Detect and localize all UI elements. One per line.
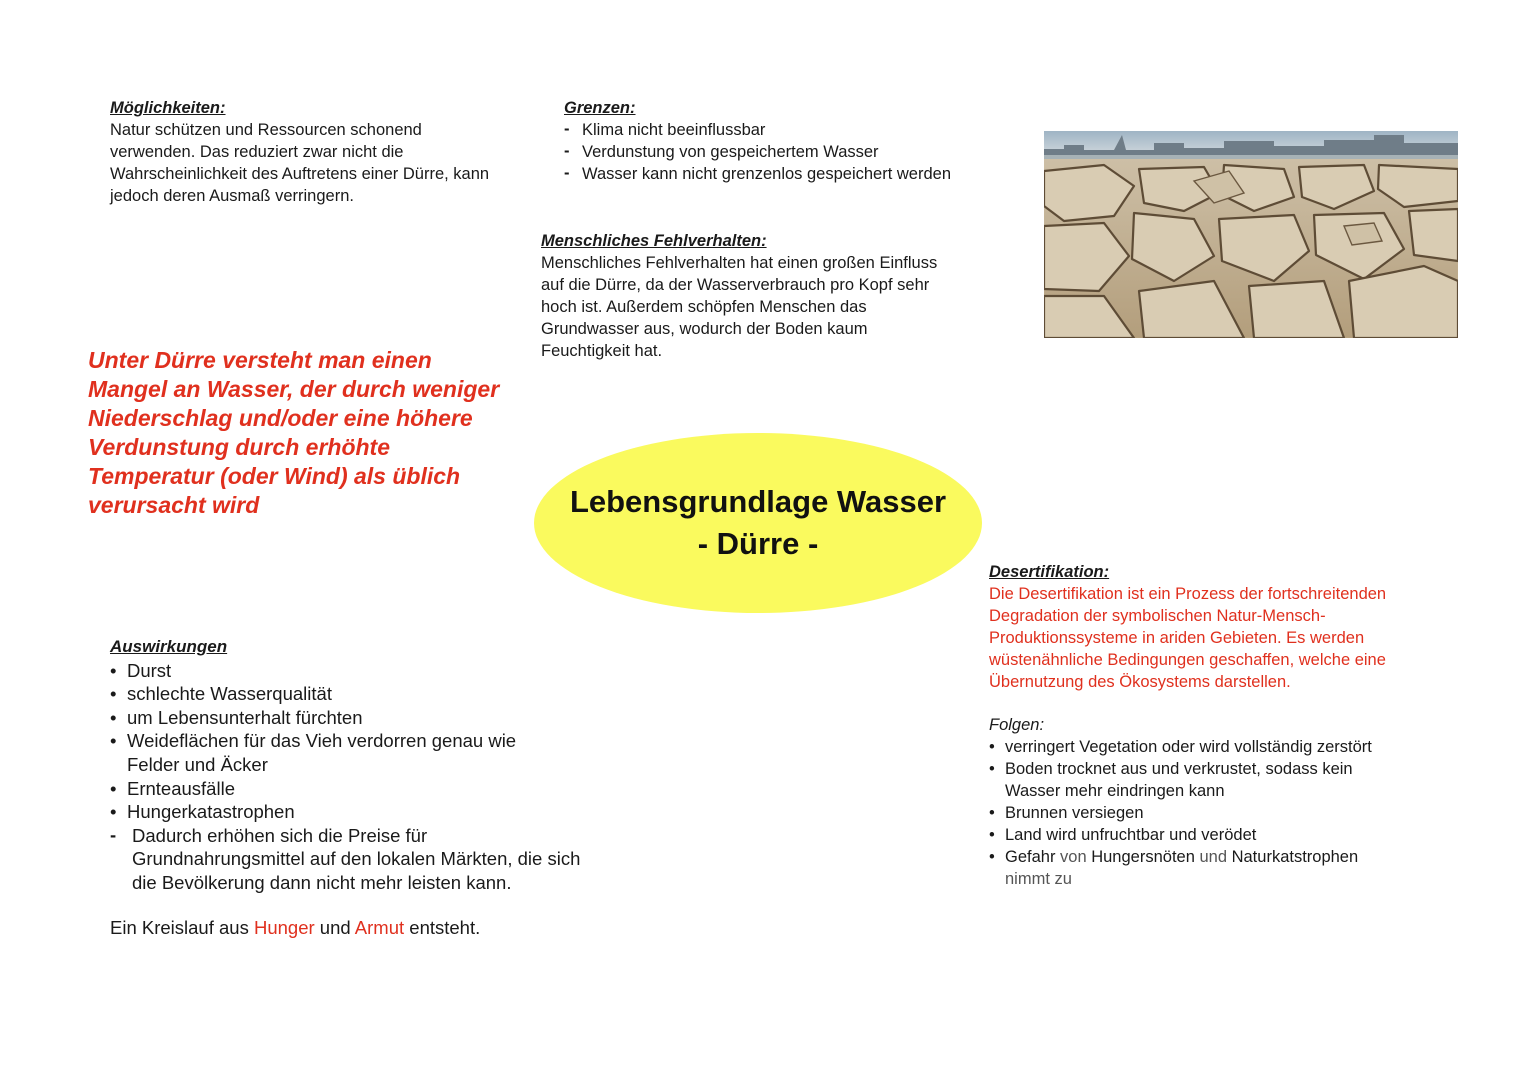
folgen-text: Naturkatstrophen bbox=[1231, 848, 1359, 866]
folgen-item: • verringert Vegetation oder wird vollständig zerstört bbox=[989, 736, 1449, 758]
definition-line: verursacht wird bbox=[88, 492, 260, 518]
fehlverhalten-line: Menschliches Fehlverhalten hat einen großen Einfluss bbox=[541, 254, 938, 272]
auswirkungen-item: • schlechte Wasserqualität bbox=[110, 682, 610, 706]
desertifikation-section bbox=[989, 561, 1449, 890]
folgen-text: Gefahr bbox=[1005, 848, 1061, 866]
auswirkungen-consequence: - Dadurch erhöhen sich die Preise für Grundnahrungsmittel auf den lokalen Märkten, die sich die Bevölkerung dann nicht mehr leisten kann. bbox=[110, 824, 587, 895]
folgen-item: • Land wird unfruchtbar und verödet bbox=[989, 824, 1449, 846]
folgen-text: Hungersnöten bbox=[1091, 848, 1200, 866]
folgen-text: von bbox=[1060, 848, 1092, 866]
grenzen-item: - Wasser kann nicht grenzenlos gespeichert werden bbox=[564, 163, 1004, 185]
kreislauf-text: Ein Kreislauf aus bbox=[110, 917, 254, 938]
auswirkungen-item: • Hungerkatastrophen bbox=[110, 800, 610, 824]
moeglichkeiten-section bbox=[110, 97, 540, 207]
moeglichkeiten-line: jedoch deren Ausmaß verringern. bbox=[110, 187, 354, 205]
definition-line: Unter Dürre versteht man einen bbox=[88, 347, 432, 373]
grenzen-item: - Klima nicht beeinflussbar bbox=[564, 119, 1004, 141]
kreislauf-text: entsteht. bbox=[404, 917, 481, 938]
auswirkungen-section bbox=[110, 635, 610, 895]
definition-line: Verdunstung durch erhöhte bbox=[88, 434, 390, 460]
fehlverhalten-line: Feuchtigkeit hat. bbox=[541, 342, 663, 360]
central-topic-ellipse bbox=[534, 433, 982, 613]
moeglichkeiten-line: verwenden. Das reduziert zwar nicht die bbox=[110, 143, 404, 161]
kreislauf-armut: Armut bbox=[354, 917, 405, 938]
folgen-item bbox=[989, 846, 1449, 890]
folgen-item: • Brunnen versiegen bbox=[989, 802, 1449, 824]
desertifikation-definition: Die Desertifikation ist ein Prozess der fortschreitenden Degradation der symbolischen Natur-Mensch-Produktionssysteme in ariden Gebieten. Es werden wüstenähnliche Bedingungen geschaffen, welche eine Übernutzung des Ökosystems darstellen. bbox=[989, 585, 1387, 691]
central-subtitle: - Dürre - bbox=[697, 526, 819, 561]
grenzen-heading: Grenzen: bbox=[564, 99, 636, 117]
grenzen-section bbox=[564, 97, 1004, 185]
desertifikation-heading: Desertifikation: bbox=[989, 563, 1110, 581]
moeglichkeiten-line: Natur schützen und Ressourcen schonend bbox=[110, 121, 422, 139]
folgen-text: und bbox=[1199, 848, 1232, 866]
auswirkungen-item: • Durst bbox=[110, 659, 610, 683]
grenzen-list bbox=[564, 119, 1004, 185]
moeglichkeiten-heading: Möglichkeiten: bbox=[110, 99, 226, 117]
folgen-list bbox=[989, 736, 1449, 890]
kreislauf-hunger: Hunger bbox=[253, 917, 315, 938]
fehlverhalten-section bbox=[541, 230, 991, 362]
fehlverhalten-line: hoch ist. Außerdem schöpfen Menschen das bbox=[541, 298, 867, 316]
folgen-text: nimmt zu bbox=[1005, 870, 1072, 888]
fehlverhalten-line: Grundwasser aus, wodurch der Boden kaum bbox=[541, 320, 868, 338]
kreislauf-sentence bbox=[110, 916, 480, 940]
fehlverhalten-heading: Menschliches Fehlverhalten: bbox=[541, 232, 767, 250]
folgen-label: Folgen: bbox=[989, 716, 1045, 734]
central-title: Lebensgrundlage Wasser bbox=[569, 484, 947, 519]
kreislauf-text: und bbox=[314, 917, 355, 938]
definition-line: Niederschlag und/oder eine höhere bbox=[88, 405, 473, 431]
fehlverhalten-line: auf die Dürre, da der Wasserverbrauch pro Kopf sehr bbox=[541, 276, 930, 294]
auswirkungen-heading: Auswirkungen bbox=[110, 637, 228, 656]
folgen-item: • Boden trocknet aus und verkrustet, sodass kein Wasser mehr eindringen kann bbox=[989, 758, 1405, 802]
auswirkungen-item: • Ernteausfälle bbox=[110, 777, 610, 801]
auswirkungen-item: • Weideflächen für das Vieh verdorren genau wie Felder und Äcker bbox=[110, 729, 557, 776]
auswirkungen-item: • um Lebensunterhalt fürchten bbox=[110, 706, 610, 730]
definition-line: Mangel an Wasser, der durch weniger bbox=[88, 376, 500, 402]
moeglichkeiten-line: Wahrscheinlichkeit des Auftretens einer Dürre, kann bbox=[110, 165, 490, 183]
duerre-definition bbox=[88, 346, 538, 520]
grenzen-item: - Verdunstung von gespeichertem Wasser bbox=[564, 141, 1004, 163]
definition-line: Temperatur (oder Wind) als üblich bbox=[88, 463, 461, 489]
drought-photo bbox=[1044, 131, 1458, 338]
auswirkungen-list bbox=[110, 659, 610, 895]
